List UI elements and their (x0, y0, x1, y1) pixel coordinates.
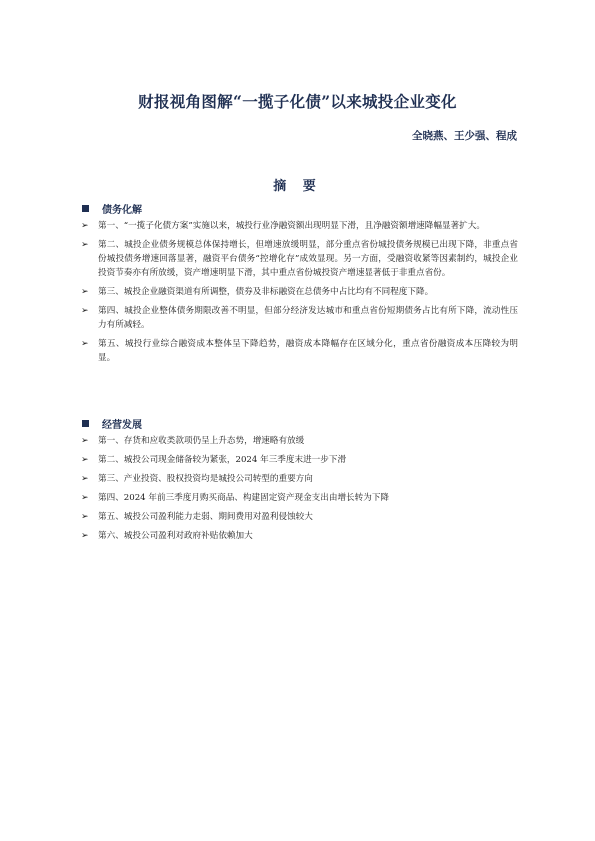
list-item-text: 第四、城投企业整体债务期限改善不明显，但部分经济发达城市和重点省份短期债务占比有所下降，流动性压力有所减轻。 (98, 306, 518, 330)
list-item (78, 238, 518, 280)
bullet-list (78, 219, 518, 365)
arrow-bullet-icon: ➢ (81, 339, 89, 349)
list-item-text: 第六、城投公司盈利对政府补贴依赖加大 (98, 531, 253, 541)
list-item-text: 第二、城投企业债务规模总体保持增长，但增速放缓明显，部分重点省份城投债务规模已出现下降，非重点省份城投债务增速回落显著，融资平台债务“控增化存”成效显现。另一方面，受融资收紧等因素制约，城投企业投资节奏亦有所放缓，资产增速明显下滑，其中重点省份城投资产增速显著低于非重点省份。 (98, 240, 518, 278)
arrow-bullet-icon: ➢ (81, 493, 89, 503)
arrow-bullet-icon: ➢ (81, 306, 89, 316)
list-item (78, 434, 518, 448)
list-item-text: 第二、城投公司现金储备较为紧张，2024 年三季度末进一步下滑 (98, 455, 347, 465)
arrow-bullet-icon: ➢ (81, 512, 89, 522)
arrow-bullet-icon: ➢ (81, 455, 89, 465)
list-item (78, 219, 518, 233)
list-item (78, 304, 518, 332)
section-heading (78, 415, 518, 431)
list-item (78, 529, 518, 543)
arrow-bullet-icon: ➢ (81, 221, 89, 231)
list-item (78, 285, 518, 299)
list-item-text: 第三、城投企业融资渠道有所调整，债券及非标融资在总债务中占比均有不同程度下降。 (98, 287, 434, 297)
list-item-text: 第一、“一揽子化债方案”实施以来，城投行业净融资额出现明显下滑，且净融资额增速降幅显著扩大。 (98, 221, 485, 231)
authors: 全晓燕、王少强、程成 (412, 130, 517, 142)
list-item (78, 491, 518, 505)
list-item (78, 453, 518, 467)
list-item (78, 472, 518, 486)
document-title: 财报视角图解“一揽子化债”以来城投企业变化 (138, 92, 457, 111)
list-item-text: 第三、产业投资、股权投资均是城投公司转型的重要方向 (98, 474, 313, 484)
arrow-bullet-icon: ➢ (81, 287, 89, 297)
section-label: 债务化解 (102, 204, 142, 216)
list-item-text: 第五、城投公司盈利能力走弱、期间费用对盈利侵蚀较大 (98, 512, 313, 522)
square-bullet-icon (82, 420, 89, 427)
section-debt-resolution (78, 200, 518, 370)
list-item-text: 第四、2024 年前三季度月购买商品、构建固定资产现金支出由增长转为下降 (98, 493, 390, 503)
section-heading (78, 200, 518, 216)
arrow-bullet-icon: ➢ (81, 240, 89, 250)
list-item (78, 510, 518, 524)
arrow-bullet-icon: ➢ (81, 531, 89, 541)
square-bullet-icon (82, 205, 89, 212)
list-item (78, 337, 518, 365)
arrow-bullet-icon: ➢ (81, 474, 89, 484)
list-item-text: 第五、城投行业综合融资成本整体呈下降趋势，融资成本降幅存在区域分化，重点省份融资成本压降较为明显。 (98, 339, 518, 363)
abstract-heading: 摘 要 (273, 179, 322, 194)
list-item-text: 第一、存货和应收类款项仍呈上升态势，增速略有放缓 (98, 436, 305, 446)
section-business-development (78, 415, 518, 548)
section-label: 经营发展 (102, 419, 142, 431)
arrow-bullet-icon: ➢ (81, 436, 89, 446)
bullet-list (78, 434, 518, 543)
